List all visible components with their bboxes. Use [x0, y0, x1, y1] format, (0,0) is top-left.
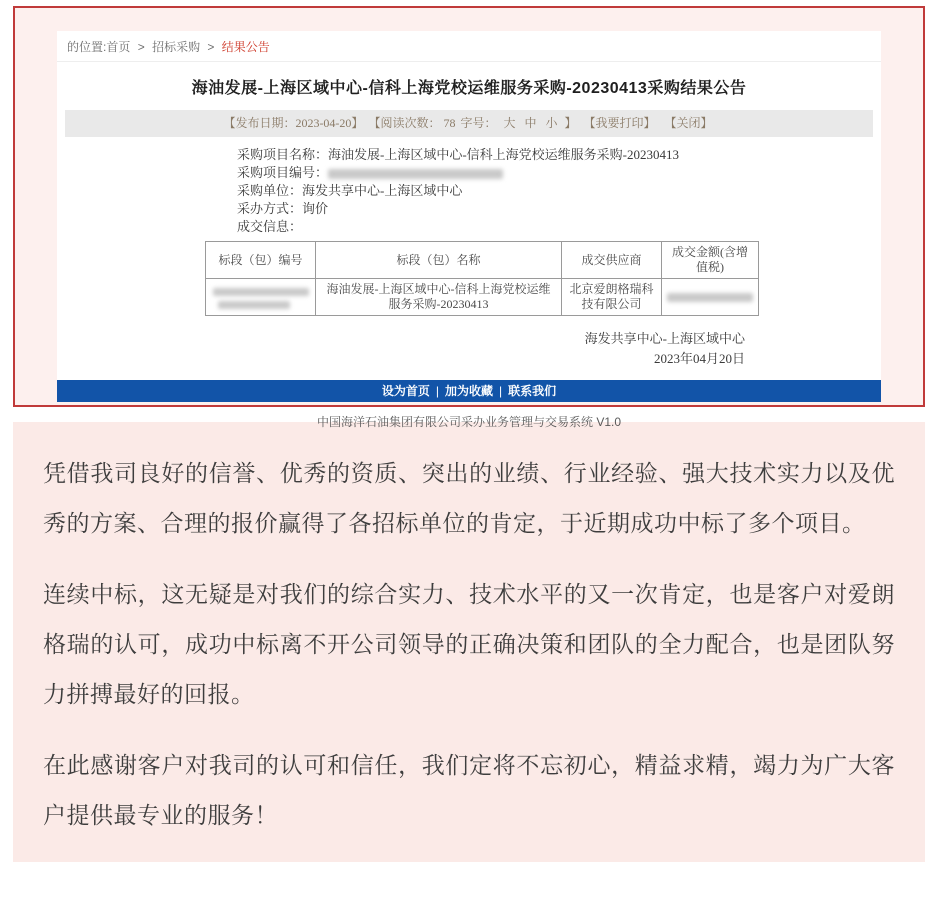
print-button[interactable]: 【我要打印】	[583, 116, 656, 130]
font-size-label: 字号：	[460, 116, 497, 130]
article-body	[13, 422, 925, 862]
redacted-package-number-line1	[213, 288, 309, 296]
set-homepage-link[interactable]: 设为首页	[381, 384, 430, 398]
field-label: 采购项目编号：	[237, 165, 329, 180]
project-info-block	[237, 146, 881, 236]
contact-us-link[interactable]: 联系我们	[508, 384, 557, 398]
header-package-name: 标段（包）名称	[316, 242, 562, 279]
font-size-large-button[interactable]: 大	[503, 116, 516, 130]
field-award-info	[237, 218, 881, 236]
header-supplier: 成交供应商	[562, 242, 662, 279]
cell-amount	[662, 279, 759, 316]
add-favorite-link[interactable]: 加为收藏	[444, 384, 493, 398]
breadcrumb	[57, 31, 881, 62]
breadcrumb-link-home[interactable]: 首页	[106, 40, 131, 54]
redacted-project-number	[328, 169, 503, 179]
publish-date-label: 【发布日期：2023-04-20】	[223, 116, 364, 130]
field-label: 采办方式：	[237, 201, 303, 216]
header-package-number: 标段（包）编号	[206, 242, 316, 279]
field-label: 采购单位：	[237, 183, 303, 198]
pipe-separator: |	[499, 384, 503, 398]
signature-org: 海发共享中心-上海区域中心	[584, 331, 745, 346]
announcement-page	[57, 31, 881, 429]
field-label: 成交信息：	[237, 219, 303, 234]
signature-date: 2023年04月20日	[653, 351, 745, 366]
article-paragraph-2: 连续中标，这无疑是对我们的综合实力、技术水平的又一次肯定，也是客户对爱朗格瑞的认可，成功中标离不开公司领导的正确决策和团队的全力配合，也是团队努力拼搏最好的回报。	[43, 581, 895, 707]
table-row	[206, 279, 759, 316]
signature-block	[57, 329, 745, 369]
pipe-separator: |	[435, 384, 439, 398]
breadcrumb-link-results[interactable]: 结果公告	[221, 40, 270, 54]
announcement-title: 海油发展-上海区域中心-信科上海党校运维服务采购-20230413采购结果公告	[191, 80, 747, 97]
font-size-small-button[interactable]: 小	[545, 116, 558, 130]
field-label: 采购项目名称：	[237, 147, 329, 162]
breadcrumb-link-procurement[interactable]: 招标采购	[152, 40, 201, 54]
field-project-number	[237, 164, 881, 182]
system-footer-text: 中国海洋石油集团有限公司采办业务管理与交易系统 V1.0	[316, 415, 622, 429]
cell-package-number	[206, 279, 316, 316]
meta-bar	[65, 110, 873, 137]
field-project-name	[237, 146, 881, 164]
field-value: 询价	[302, 201, 329, 216]
redacted-amount	[667, 293, 753, 302]
field-value: 海发共享中心-上海区域中心	[302, 183, 463, 198]
article-paragraph-3: 在此感谢客户对我司的认可和信任，我们定将不忘初心，精益求精，竭力为广大客户提供最专业的服务！	[43, 752, 895, 828]
read-count-label: 【阅读次数： 78	[368, 116, 456, 130]
close-button[interactable]: 【关闭】	[664, 116, 713, 130]
bracket-close: 】	[564, 116, 577, 130]
redacted-package-number-line2	[218, 301, 290, 309]
font-size-medium-button[interactable]: 中	[524, 116, 537, 130]
article-paragraph-1: 凭借我司良好的信誉、优秀的资质、突出的业绩、行业经验、强大技术实力以及优秀的方案、合理的报价赢得了各招标单位的肯定，于近期成功中标了多个项目。	[43, 460, 895, 536]
cell-package-name: 海油发展-上海区域中心-信科上海党校运维服务采购-20230413	[316, 279, 562, 316]
field-value: 海油发展-上海区域中心-信科上海党校运维服务采购-20230413	[328, 147, 680, 162]
cell-supplier: 北京爱朗格瑞科技有限公司	[562, 279, 662, 316]
breadcrumb-location-label: 的位置:	[67, 40, 107, 54]
award-result-table	[205, 241, 759, 316]
breadcrumb-separator: >	[137, 40, 145, 54]
footer-links-bar	[57, 380, 881, 402]
field-procurement-method	[237, 200, 881, 218]
announcement-screenshot-card	[13, 6, 925, 429]
breadcrumb-separator: >	[207, 40, 215, 54]
header-amount: 成交金额(含增值税)	[662, 242, 759, 279]
table-header-row	[206, 242, 759, 279]
field-purchasing-unit	[237, 182, 881, 200]
